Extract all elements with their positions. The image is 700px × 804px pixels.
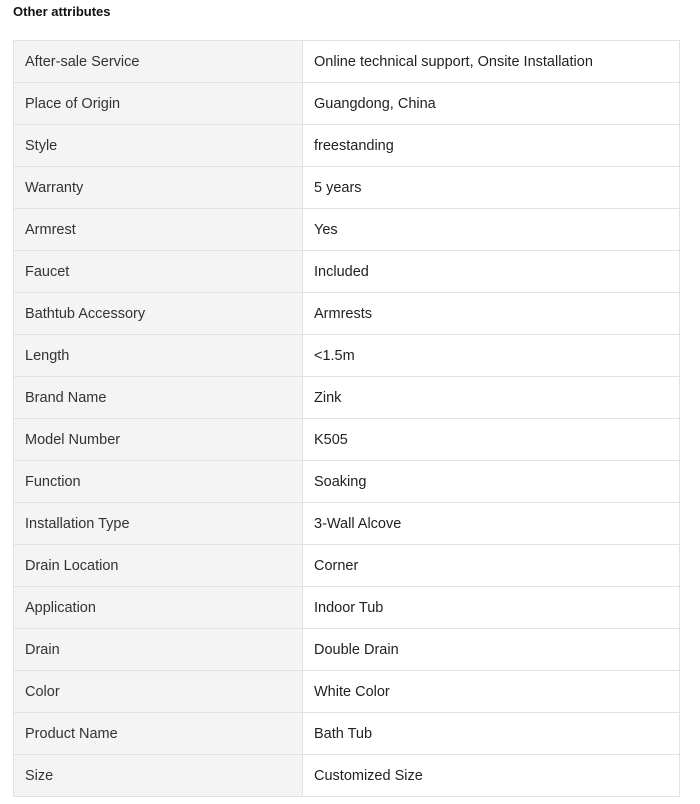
attribute-key: Drain bbox=[14, 629, 303, 671]
attribute-value: Armrests bbox=[303, 293, 680, 335]
attribute-key: Faucet bbox=[14, 251, 303, 293]
attribute-key: Application bbox=[14, 587, 303, 629]
section-title: Other attributes bbox=[13, 4, 111, 19]
attribute-value: Bath Tub bbox=[303, 713, 680, 755]
table-row bbox=[14, 251, 680, 293]
table-row bbox=[14, 125, 680, 167]
attributes-table bbox=[13, 40, 680, 797]
table-row bbox=[14, 167, 680, 209]
attribute-key: Length bbox=[14, 335, 303, 377]
attribute-value: Yes bbox=[303, 209, 680, 251]
table-row bbox=[14, 209, 680, 251]
attribute-value: <1.5m bbox=[303, 335, 680, 377]
attribute-key: Size bbox=[14, 755, 303, 797]
attribute-key: Drain Location bbox=[14, 545, 303, 587]
attribute-key: Installation Type bbox=[14, 503, 303, 545]
attribute-value: White Color bbox=[303, 671, 680, 713]
table-row bbox=[14, 755, 680, 797]
table-row bbox=[14, 713, 680, 755]
table-row bbox=[14, 335, 680, 377]
table-row bbox=[14, 503, 680, 545]
table-row bbox=[14, 377, 680, 419]
attribute-value: 5 years bbox=[303, 167, 680, 209]
attribute-value: Zink bbox=[303, 377, 680, 419]
attribute-value: Soaking bbox=[303, 461, 680, 503]
attribute-key: Color bbox=[14, 671, 303, 713]
attribute-value: Guangdong, China bbox=[303, 83, 680, 125]
table-row bbox=[14, 41, 680, 83]
attribute-value: Indoor Tub bbox=[303, 587, 680, 629]
table-row bbox=[14, 83, 680, 125]
attribute-value: 3-Wall Alcove bbox=[303, 503, 680, 545]
table-row bbox=[14, 671, 680, 713]
attribute-key: Brand Name bbox=[14, 377, 303, 419]
attribute-key: Style bbox=[14, 125, 303, 167]
attribute-value: freestanding bbox=[303, 125, 680, 167]
attribute-key: Warranty bbox=[14, 167, 303, 209]
attribute-key: After-sale Service bbox=[14, 41, 303, 83]
table-row bbox=[14, 587, 680, 629]
attribute-value: Online technical support, Onsite Installation bbox=[303, 41, 680, 83]
table-row bbox=[14, 461, 680, 503]
table-row bbox=[14, 629, 680, 671]
attribute-key: Bathtub Accessory bbox=[14, 293, 303, 335]
attribute-key: Armrest bbox=[14, 209, 303, 251]
attribute-value: Included bbox=[303, 251, 680, 293]
attribute-value: Corner bbox=[303, 545, 680, 587]
table-row bbox=[14, 545, 680, 587]
attribute-value: K505 bbox=[303, 419, 680, 461]
table-row bbox=[14, 293, 680, 335]
attribute-key: Product Name bbox=[14, 713, 303, 755]
table-row bbox=[14, 419, 680, 461]
attribute-key: Place of Origin bbox=[14, 83, 303, 125]
attribute-key: Function bbox=[14, 461, 303, 503]
attribute-value: Customized Size bbox=[303, 755, 680, 797]
attribute-value: Double Drain bbox=[303, 629, 680, 671]
attribute-key: Model Number bbox=[14, 419, 303, 461]
